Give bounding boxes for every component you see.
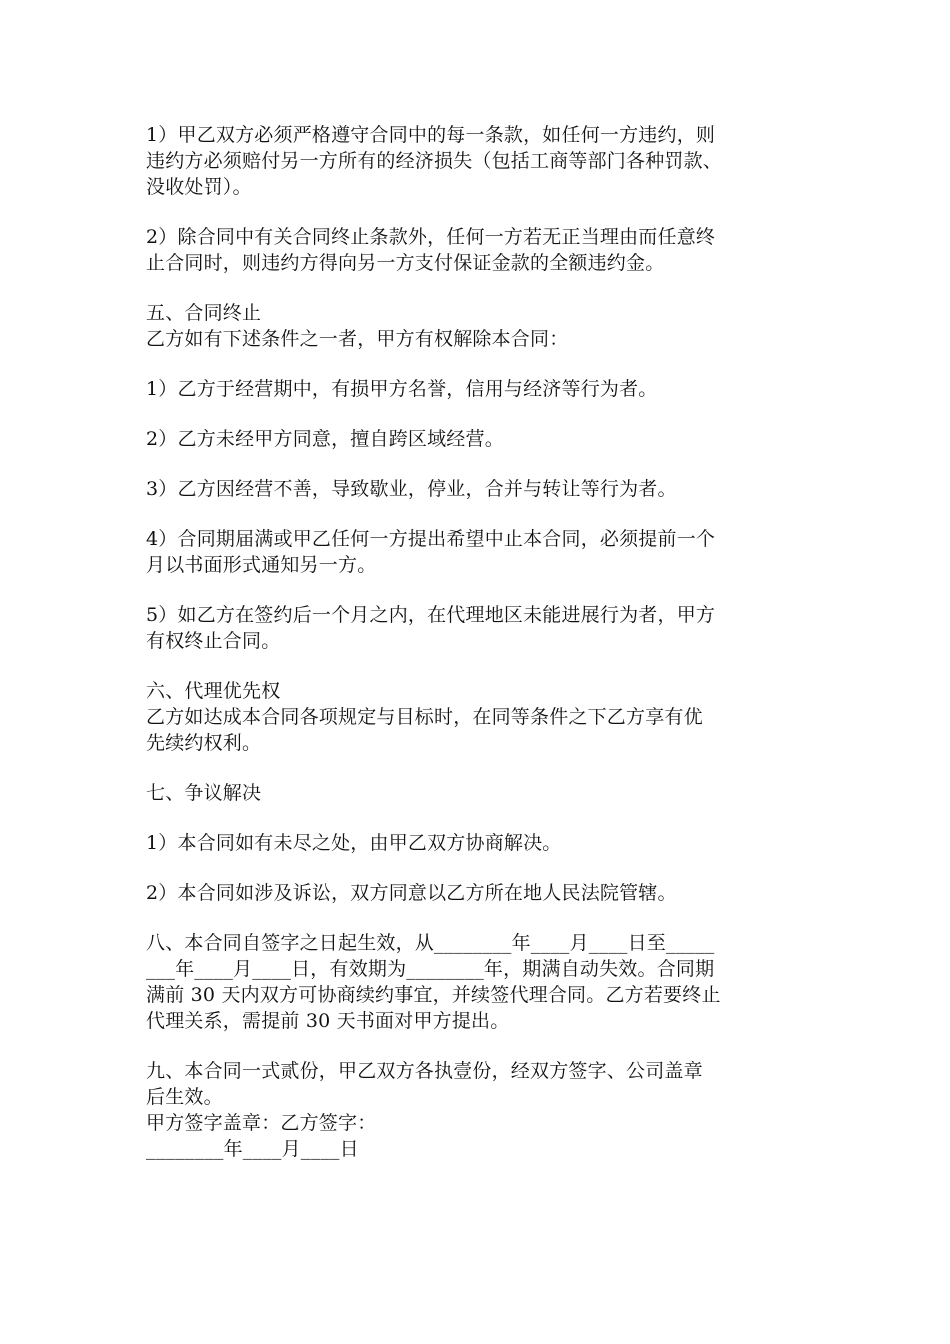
text-line: 代理关系，需提前 30 天书面对甲方提出。 — [146, 1010, 510, 1032]
date-line: ________年____月____日 — [146, 1138, 359, 1160]
paragraph-termination-3 — [146, 476, 814, 502]
text-line: 5）如乙方在签约后一个月之内，在代理地区未能进展行为者，甲方 — [146, 604, 716, 626]
text-line: 1）本合同如有未尽之处，由甲乙双方协商解决。 — [146, 832, 562, 854]
text-line: 3）乙方因经营不善，导致歇业，停业，合并与转让等行为者。 — [146, 478, 677, 500]
text-line: 违约方必须赔付另一方所有的经济损失（包括工商等部门各种罚款、 — [146, 150, 723, 172]
text-line: 月以书面形式通知另一方。 — [146, 554, 377, 576]
paragraph-dispute-2 — [146, 880, 814, 906]
text-line: ___年____月____日，有效期为________年，期满自动失效。合同期 — [146, 958, 715, 980]
text-line: 先续约权利。 — [146, 732, 262, 754]
section-heading: 八、本合同自签字之日起生效，从________年____月____日至_____ — [146, 932, 715, 954]
text-line: 后生效。 — [146, 1086, 223, 1108]
text-line: 满前 30 天内双方可协商续约事宜，并续签代理合同。乙方若要终止 — [146, 984, 721, 1006]
signature-line: 甲方签字盖章：乙方签字： — [146, 1112, 377, 1134]
section-heading: 七、争议解决 — [146, 782, 262, 804]
text-line: 2）除合同中有关合同终止条款外，任何一方若无正当理由而任意终 — [146, 226, 716, 248]
paragraph-termination-4 — [146, 526, 814, 578]
paragraph-termination-1 — [146, 376, 814, 402]
section-priority — [146, 678, 814, 756]
paragraph-breach-2 — [146, 224, 814, 276]
text-line: 乙方如有下述条件之一者，甲方有权解除本合同： — [146, 328, 569, 350]
text-line: 乙方如达成本合同各项规定与目标时，在同等条件之下乙方享有优 — [146, 706, 703, 728]
section-heading: 五、合同终止 — [146, 302, 262, 324]
paragraph-dispute-1 — [146, 830, 814, 856]
text-line: 止合同时，则违约方得向另一方支付保证金款的全额违约金。 — [146, 252, 665, 274]
text-line: 1）甲乙双方必须严格遵守合同中的每一条款，如任何一方违约，则 — [146, 124, 716, 146]
paragraph-termination-5 — [146, 602, 814, 654]
text-line: 4）合同期届满或甲乙任何一方提出希望中止本合同，必须提前一个 — [146, 528, 716, 550]
text-line: 没收处罚）。 — [146, 176, 252, 198]
text-line: 有权终止合同。 — [146, 630, 281, 652]
section-heading: 六、代理优先权 — [146, 680, 281, 702]
paragraph-breach-1 — [146, 122, 814, 200]
paragraph-termination-2 — [146, 426, 814, 452]
section-dispute — [146, 780, 814, 806]
section-termination — [146, 300, 814, 352]
section-effective — [146, 930, 814, 1034]
text-line: 2）本合同如涉及诉讼，双方同意以乙方所在地人民法院管辖。 — [146, 882, 677, 904]
contract-page — [146, 122, 814, 1162]
text-line: 1）乙方于经营期中，有损甲方名誉，信用与经济等行为者。 — [146, 378, 658, 400]
section-heading: 九、本合同一式贰份，甲乙双方各执壹份，经双方签字、公司盖章 — [146, 1060, 703, 1082]
section-copies-signature — [146, 1058, 814, 1162]
text-line: 2）乙方未经甲方同意，擅自跨区域经营。 — [146, 428, 504, 450]
